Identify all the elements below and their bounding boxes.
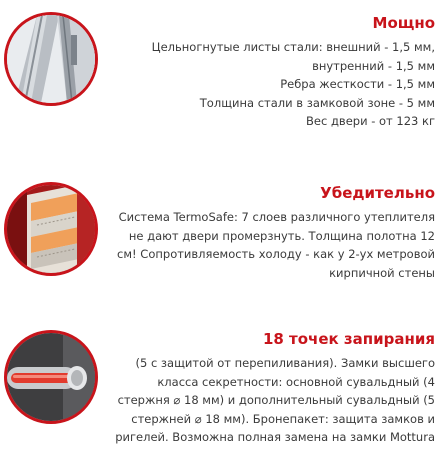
description-line: (5 с защитой от перепиливания). Замки высшего [135,356,435,370]
description-line: стержня ⌀ 18 мм) и дополнительный сувальдный (5 [117,393,435,407]
description-line: Ребра жесткости - 1,5 мм [280,77,435,91]
description-line: см! Сопротивляемость холоду - как у 2-ух метровой [117,247,435,261]
feature-title: Мощно [372,14,435,32]
feature-title: Убедительно [320,184,435,202]
feature-description [100,208,435,282]
description-line: внутренний - 1,5 мм [312,58,435,73]
description-line: не дают двери промерзнуть. Толщина полотна 12 [128,228,435,243]
feature-insulation [0,170,447,300]
locking-bolt-icon [4,330,98,424]
feature-description [110,354,435,447]
insulation-layers-icon [4,182,98,276]
description-line: Цельногнутые листы стали: внешний - 1,5 мм, [151,40,435,54]
feature-description [105,38,435,131]
description-line: ригелей. Возможна полная замена на замки Mottura [115,430,435,444]
door-frame-steel-icon [4,12,98,106]
description-line: кирпичной стены [329,265,435,280]
feature-title: 18 точек запирания [262,330,435,348]
feature-locking-points [0,318,447,459]
feature-strength [0,0,447,150]
description-line: Вес двери - от 123 кг [306,114,435,128]
description-line: Система TermoSafe: 7 слоев различного утеплителя [118,210,435,224]
description-line: класса секретности: основной сувальдный (4 [157,374,435,389]
description-line: стержней ⌀ 18 мм). Бронепакет: защита замков и [131,411,435,426]
description-line: Толщина стали в замковой зоне - 5 мм [199,95,435,110]
